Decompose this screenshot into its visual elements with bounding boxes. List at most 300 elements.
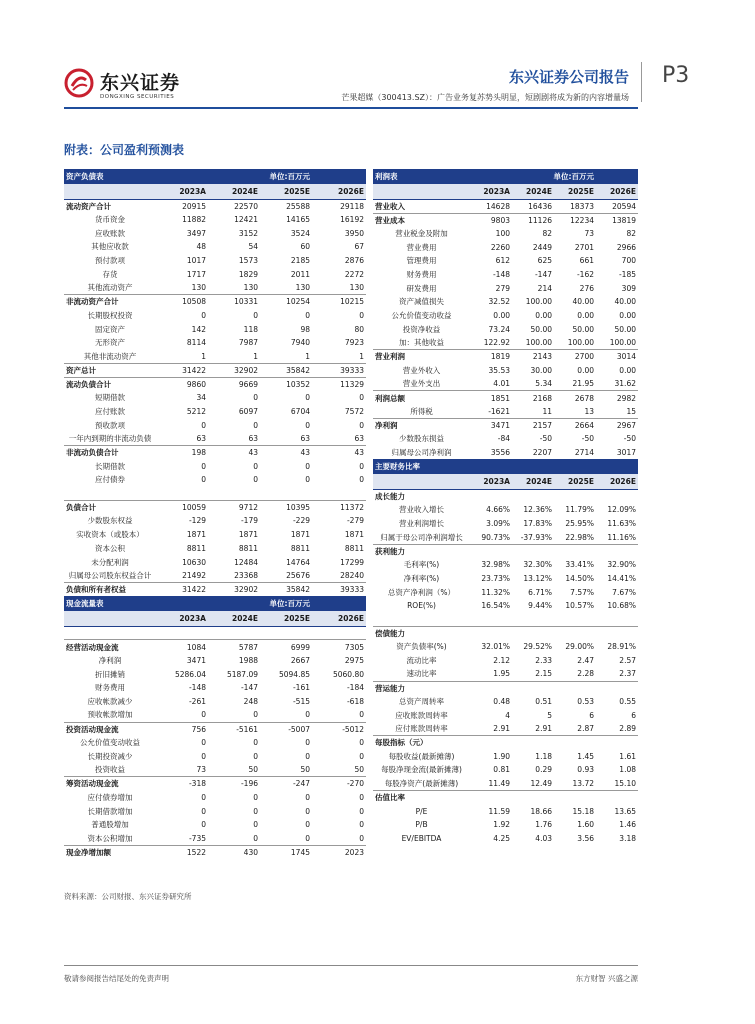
row-value: 23368	[234, 570, 258, 580]
row-value: 1.92	[493, 820, 510, 830]
row-value: 625	[537, 256, 552, 266]
row-value: 1851	[470, 391, 512, 405]
table-row	[373, 626, 638, 640]
row-label: 营业收入增长	[399, 505, 444, 515]
table-row	[373, 391, 638, 405]
table-row	[373, 681, 638, 695]
row-value: 5094.85	[278, 669, 310, 679]
row-label: 每股指标（元）	[373, 736, 470, 750]
row-value: 5286.04	[174, 669, 206, 679]
table-row	[373, 418, 638, 432]
report-subtitle: 芒果超媒（300413.SZ）：广告业务复苏势头明显，短剧剧将成为新的内容增量场	[341, 93, 629, 102]
row-value: -279	[346, 516, 364, 526]
row-value: 0	[253, 833, 258, 843]
row-value: 0	[305, 310, 310, 320]
table-row	[373, 544, 638, 558]
row-value: 0	[359, 820, 364, 830]
row-value	[512, 791, 554, 805]
table-row	[64, 487, 366, 501]
table-row	[64, 708, 366, 722]
row-value: 40.00	[614, 297, 636, 307]
row-value: 43	[208, 446, 260, 460]
row-value: 0	[305, 420, 310, 430]
table-row	[64, 240, 366, 254]
row-value: 48	[196, 242, 206, 252]
row-label: 资产总计	[64, 363, 156, 377]
table-row	[373, 432, 638, 446]
row-value	[554, 626, 596, 640]
table-row	[64, 763, 366, 777]
row-value: 0	[253, 820, 258, 830]
row-value: 0	[201, 461, 206, 471]
table-row	[64, 528, 366, 542]
table-row	[64, 542, 366, 556]
table-row	[373, 446, 638, 460]
row-value: 1717	[186, 269, 206, 279]
row-value: -84	[497, 434, 510, 444]
row-value: 50.00	[614, 324, 636, 334]
row-label: 营业税金及附加	[395, 229, 448, 239]
row-value: 3.56	[577, 833, 594, 843]
row-value: 7305	[312, 640, 366, 654]
row-value	[512, 681, 554, 695]
row-label: 获利能力	[373, 544, 470, 558]
row-label: 非流动负债合计	[64, 446, 156, 460]
row-value: 1819	[470, 350, 512, 364]
row-label: 净利润	[373, 418, 470, 432]
row-value: 12.49	[530, 778, 552, 788]
row-value: 130	[349, 283, 364, 293]
row-value: 5060.80	[332, 669, 364, 679]
row-value: 1	[201, 351, 206, 361]
table-row	[373, 336, 638, 350]
row-value: 14.41%	[607, 573, 636, 583]
year-header: 2026E	[596, 184, 638, 199]
table-row	[64, 681, 366, 695]
table-row	[64, 736, 366, 750]
table-row	[64, 667, 366, 681]
unit-label: 单位:百万元	[208, 169, 312, 184]
row-value: -229	[292, 516, 310, 526]
year-header: 2026E	[596, 474, 638, 489]
row-value: 11.32%	[481, 587, 510, 597]
footer-rule	[64, 965, 638, 966]
row-value: 100.00	[525, 338, 552, 348]
row-value: 73.24	[488, 324, 510, 334]
row-label: 财务费用	[95, 683, 125, 693]
table-title: 主要财务比率	[373, 459, 638, 474]
row-value	[512, 613, 554, 627]
table-row	[64, 254, 366, 268]
row-value: 2966	[616, 242, 636, 252]
row-label: 营业利润增长	[399, 519, 444, 529]
table-row	[373, 254, 638, 268]
row-value: 16436	[512, 199, 554, 213]
row-value: 10352	[260, 377, 312, 391]
row-value: 34	[196, 393, 206, 403]
row-value: 33.41%	[565, 560, 594, 570]
table-row	[373, 489, 638, 503]
row-label: 所得税	[410, 406, 433, 416]
row-value: 1.76	[535, 820, 552, 830]
row-label: 应付债券	[95, 475, 125, 485]
row-value: 0	[305, 738, 310, 748]
row-label: 归属母公司股东权益合计	[68, 570, 152, 580]
row-value: 43	[312, 446, 366, 460]
table-row	[373, 763, 638, 777]
row-value: 5212	[186, 406, 206, 416]
row-value: 31422	[156, 583, 208, 597]
row-value: 1871	[290, 530, 310, 540]
row-value: -1621	[488, 406, 510, 416]
row-value: 1.45	[577, 751, 594, 761]
row-value: 118	[243, 324, 258, 334]
row-label: 负债合计	[64, 500, 156, 514]
row-value: 10395	[260, 500, 312, 514]
row-value	[470, 736, 512, 750]
report-title: 东兴证券公司报告	[508, 68, 629, 86]
row-label: 其他非流动资产	[83, 351, 137, 361]
row-value: 10059	[156, 500, 208, 514]
row-value: 4.01	[493, 379, 510, 389]
row-value	[512, 626, 554, 640]
row-label: 每股净现金流(最新摊薄)	[381, 765, 462, 775]
row-label: P/B	[415, 820, 428, 830]
row-value: 50.00	[572, 324, 594, 334]
row-label: 长期投资减少	[87, 751, 133, 761]
row-label: 流动比率	[406, 655, 437, 665]
row-value: 2982	[596, 391, 638, 405]
row-value: 0	[201, 710, 206, 720]
row-value: 11	[542, 406, 552, 416]
row-value: 122.92	[483, 338, 510, 348]
row-value: 18373	[554, 199, 596, 213]
row-value: 130	[191, 283, 206, 293]
table-row	[373, 667, 638, 681]
row-value: 214	[537, 283, 552, 293]
row-value: 0	[305, 792, 310, 802]
row-value: 5	[547, 710, 552, 720]
row-value: -147	[240, 683, 258, 693]
row-value	[512, 544, 554, 558]
row-value: -147	[534, 270, 552, 280]
row-value: 54	[248, 242, 258, 252]
row-value: 0.93	[577, 765, 594, 775]
year-header: 2026E	[312, 611, 366, 626]
row-value: 2.47	[577, 655, 594, 665]
unit-label: 单位:百万元	[208, 596, 312, 611]
row-value: -148	[188, 683, 206, 693]
row-label: 毛利率(%)	[403, 560, 440, 570]
row-label: 每股净资产(最新摊薄)	[384, 778, 459, 788]
row-value: 2185	[290, 256, 310, 266]
row-value: 2449	[532, 242, 552, 252]
row-value: 3471	[186, 655, 206, 665]
row-value: -5007	[260, 722, 312, 736]
row-value: 0	[201, 738, 206, 748]
row-label: 投资收益	[95, 765, 125, 775]
row-value: 248	[243, 697, 258, 707]
row-label: 实收资本（或股本）	[76, 530, 144, 540]
row-value: 2.89	[619, 724, 636, 734]
row-value: 3524	[290, 228, 310, 238]
table-row	[373, 350, 638, 364]
row-label: 营业费用	[406, 242, 437, 252]
table-row	[64, 722, 366, 736]
row-value	[156, 626, 208, 640]
year-header: 2025E	[260, 184, 312, 199]
header-blank	[312, 596, 366, 611]
row-value: 309	[621, 283, 636, 293]
row-value: 11126	[512, 213, 554, 227]
row-value: 2700	[554, 350, 596, 364]
row-value: 13	[584, 406, 594, 416]
row-value: 22.98%	[565, 532, 594, 542]
row-value: 1	[305, 351, 310, 361]
table-row	[64, 749, 366, 763]
row-value: 9860	[156, 377, 208, 391]
row-value: 14.50%	[565, 573, 594, 583]
row-value: 73	[196, 765, 206, 775]
row-label: 负债和所有者权益	[64, 583, 156, 597]
row-label: 其他流动资产	[87, 283, 133, 293]
table-row	[64, 791, 366, 805]
row-value	[512, 736, 554, 750]
row-label: 营业外收入	[402, 365, 441, 375]
table-row	[64, 295, 366, 309]
row-value: 29.52%	[523, 642, 552, 652]
row-value: 1.61	[619, 751, 636, 761]
row-value: 50.00	[530, 324, 552, 334]
row-label: 成长能力	[373, 489, 470, 503]
row-value: 13.65	[614, 806, 636, 816]
row-value: 16.54%	[481, 601, 510, 611]
row-value: 7.57%	[570, 587, 594, 597]
row-value: 32.90%	[607, 560, 636, 570]
row-value: 3497	[186, 228, 206, 238]
row-value: 2.57	[619, 655, 636, 665]
table-row	[64, 569, 366, 583]
row-value: 10254	[260, 295, 312, 309]
row-value: 0	[201, 475, 206, 485]
row-value: 0	[201, 751, 206, 761]
row-value: 2.91	[535, 724, 552, 734]
table-row	[64, 418, 366, 432]
row-value: 0	[253, 751, 258, 761]
row-value: 14165	[286, 215, 310, 225]
row-value: 25588	[260, 199, 312, 213]
row-label: 其他应收款	[91, 242, 129, 252]
row-value: 15.18	[572, 806, 594, 816]
row-value: 430	[208, 845, 260, 859]
row-value: 130	[295, 283, 310, 293]
row-label: 资产减值损失	[399, 297, 444, 307]
row-value: 98	[300, 324, 310, 334]
table-row	[64, 818, 366, 832]
row-value: 0	[253, 792, 258, 802]
row-value: 5187.09	[226, 669, 258, 679]
row-value: 11329	[312, 377, 366, 391]
row-value: 9803	[470, 213, 512, 227]
row-label: 经营活动现金流	[64, 640, 156, 654]
row-value: 1573	[238, 256, 258, 266]
year-header-row	[64, 611, 366, 626]
row-value: 0.00	[493, 311, 510, 321]
row-value: 20594	[596, 199, 638, 213]
year-header-row	[64, 184, 366, 199]
row-value: 9.44%	[528, 601, 552, 611]
row-value	[470, 489, 512, 503]
row-value: 0	[359, 738, 364, 748]
row-label: 净利率(%)	[403, 573, 440, 583]
row-value: 2.12	[493, 655, 510, 665]
table-row	[373, 281, 638, 295]
row-value: 2260	[490, 242, 510, 252]
row-label: 应付债券增加	[87, 792, 133, 802]
row-value	[554, 681, 596, 695]
row-label: P/E	[415, 806, 428, 816]
year-header: 2024E	[512, 474, 554, 489]
row-value: 0	[359, 461, 364, 471]
row-value: 43	[260, 446, 312, 460]
table-title: 现金流量表	[64, 596, 208, 611]
row-label: 长期借款增加	[87, 806, 133, 816]
row-value: 0.00	[619, 365, 636, 375]
row-value	[470, 544, 512, 558]
row-value	[512, 489, 554, 503]
row-value: 23.73%	[481, 573, 510, 583]
row-value: 2876	[344, 256, 364, 266]
row-value: 50	[248, 765, 258, 775]
table-row	[64, 514, 366, 528]
logo-text-en: DONGXING SECURITIES	[100, 94, 175, 100]
row-value: 0	[201, 310, 206, 320]
year-header-row	[373, 184, 638, 199]
row-value: 4.66%	[486, 505, 510, 515]
row-value: 63	[248, 434, 258, 444]
row-value	[596, 544, 638, 558]
row-value	[554, 544, 596, 558]
table-row	[373, 736, 638, 750]
row-value: 0	[305, 710, 310, 720]
header-rule	[64, 107, 638, 109]
appendix-title: 附表：公司盈利预测表	[64, 143, 185, 157]
row-value	[156, 487, 208, 501]
row-value: 0	[359, 420, 364, 430]
row-value: -318	[156, 777, 208, 791]
row-value: 11882	[182, 215, 206, 225]
row-value: 0	[305, 751, 310, 761]
row-value	[554, 736, 596, 750]
row-label: 资产负债率(%)	[396, 642, 447, 652]
row-value: 12.36%	[523, 505, 552, 515]
row-value: 11.16%	[607, 532, 636, 542]
row-value: 82	[542, 229, 552, 239]
year-header: 2024E	[512, 184, 554, 199]
row-label: 资本公积	[95, 543, 125, 553]
year-header: 2025E	[554, 474, 596, 489]
table-row	[373, 517, 638, 531]
year-header-blank	[373, 184, 470, 199]
row-value: 60	[300, 242, 310, 252]
row-value: 1.95	[493, 669, 510, 679]
logo-text-cn: 东兴证券	[100, 72, 181, 94]
row-value: 20915	[156, 199, 208, 213]
row-value: 7940	[290, 338, 310, 348]
row-value: 0.00	[577, 365, 594, 375]
table-row	[373, 309, 638, 323]
table-row	[373, 323, 638, 337]
row-value: 25676	[286, 570, 310, 580]
row-value: 2701	[574, 242, 594, 252]
table-row	[373, 722, 638, 736]
row-value: 2143	[512, 350, 554, 364]
row-value: -37.93%	[520, 532, 552, 542]
table-row	[64, 309, 366, 323]
row-value: 2678	[554, 391, 596, 405]
row-label: 公允价值变动收益	[391, 311, 452, 321]
row-label: 非流动资产合计	[64, 295, 156, 309]
row-label: 筹资活动现金流	[64, 777, 156, 791]
row-value: 4	[505, 710, 510, 720]
row-value: 1.08	[619, 765, 636, 775]
row-value: 3556	[490, 448, 510, 458]
year-header-row	[373, 474, 638, 489]
row-value: 0	[201, 420, 206, 430]
row-value: 35.53	[488, 365, 510, 375]
row-value: 0	[253, 710, 258, 720]
row-value: 4.25	[493, 833, 510, 843]
row-value: 2.33	[535, 655, 552, 665]
table-row	[373, 377, 638, 391]
row-label	[64, 626, 156, 640]
row-label: 速动比率	[406, 669, 437, 679]
table-row	[64, 350, 366, 364]
row-value	[554, 489, 596, 503]
row-value: 28.91%	[607, 642, 636, 652]
row-label: 营运能力	[373, 681, 470, 695]
table-row	[373, 405, 638, 419]
table-row	[64, 336, 366, 350]
table-row	[373, 708, 638, 722]
table-row	[64, 267, 366, 281]
row-label: 应付账款	[95, 406, 125, 416]
table-row	[64, 405, 366, 419]
table-title-row	[373, 169, 638, 184]
row-label: 总资产周转率	[399, 697, 444, 707]
row-value: 7.67%	[612, 587, 636, 597]
row-label: 少数股东损益	[399, 434, 444, 444]
row-value: 32902	[208, 363, 260, 377]
row-value: 4.03	[535, 833, 552, 843]
row-value: 1017	[186, 256, 206, 266]
row-value: 39333	[312, 583, 366, 597]
row-label: 存货	[102, 269, 118, 279]
row-value: 12484	[234, 557, 258, 567]
table-row	[64, 832, 366, 846]
row-label: 预收帐款增加	[87, 710, 133, 720]
row-value: 130	[243, 283, 258, 293]
row-value: 1084	[156, 640, 208, 654]
balance-cashflow-table	[64, 169, 366, 859]
row-value: 3471	[470, 418, 512, 432]
row-value: 0	[201, 820, 206, 830]
row-label: 净利润	[98, 655, 122, 665]
row-value: -5012	[312, 722, 366, 736]
row-value: 2157	[512, 418, 554, 432]
row-value: 1829	[238, 269, 258, 279]
row-value: 11.49	[488, 778, 510, 788]
